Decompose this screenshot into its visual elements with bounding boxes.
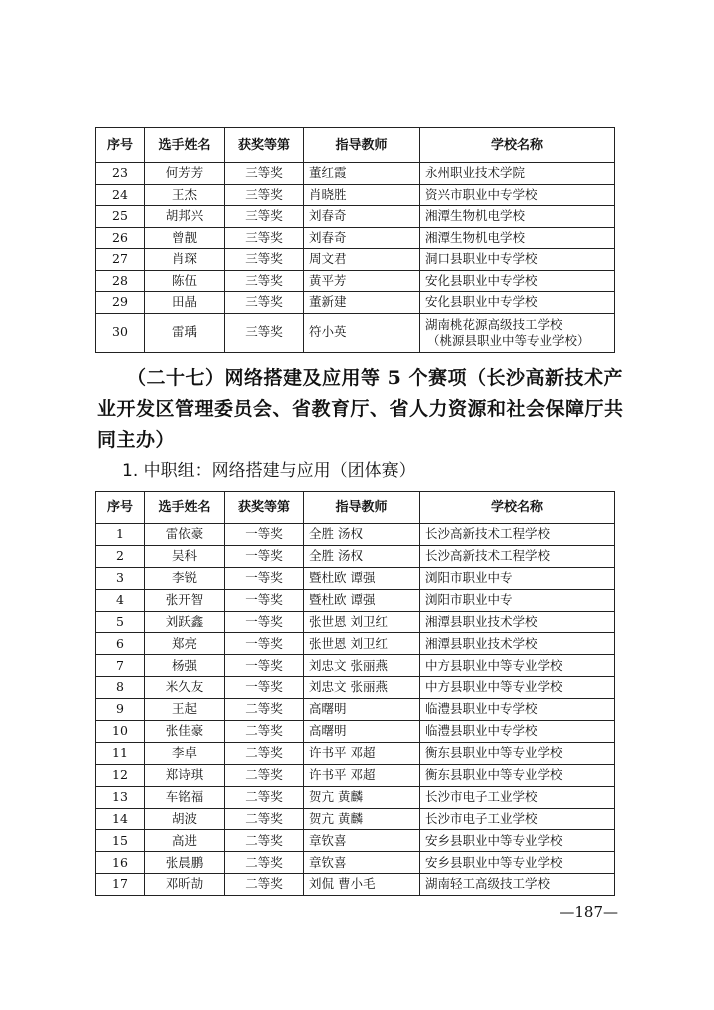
cell-award: 一等奖 [225, 655, 304, 677]
cell-award: 一等奖 [225, 611, 304, 633]
table-row [96, 764, 615, 786]
cell-name: 胡波 [145, 808, 225, 830]
cell-school: 资兴市职业中专学校 [420, 184, 615, 206]
cell-no: 23 [96, 163, 145, 185]
award-table-network [95, 491, 615, 896]
cell-no: 13 [96, 786, 145, 808]
cell-name: 胡邦兴 [145, 206, 225, 228]
cell-teacher: 全胜 汤权 [304, 524, 420, 546]
cell-school: 安化县职业中专学校 [420, 270, 615, 292]
table-row [96, 545, 615, 567]
section-heading: （二十七）网络搭建及应用等 5 个赛项（长沙高新技术产业开发区管理委员会、省教育厅、省人力资源和社会保障厅共同主办） [97, 367, 624, 451]
cell-school: 湘潭生物机电学校 [420, 227, 615, 249]
cell-name: 陈伍 [145, 270, 225, 292]
cell-no: 3 [96, 567, 145, 589]
table-row [96, 786, 615, 808]
table-row [96, 742, 615, 764]
cell-school: 安乡县职业中等专业学校 [420, 852, 615, 874]
cell-school: 湘潭县职业技术学校 [420, 611, 615, 633]
cell-award: 二等奖 [225, 808, 304, 830]
page-number: —187— [559, 903, 618, 921]
cell-school: 长沙市电子工业学校 [420, 808, 615, 830]
cell-no: 28 [96, 270, 145, 292]
cell-no: 27 [96, 249, 145, 271]
cell-teacher: 高曙明 [304, 721, 420, 743]
cell-school: 长沙高新技术工程学校 [420, 545, 615, 567]
cell-no: 25 [96, 206, 145, 228]
cell-school-line2: （桃源县职业中等专业学校） [427, 332, 590, 348]
table-row [96, 163, 615, 185]
cell-no: 6 [96, 633, 145, 655]
cell-teacher: 周文君 [304, 249, 420, 271]
cell-school: 长沙市电子工业学校 [420, 786, 615, 808]
table-row [96, 633, 615, 655]
cell-school: 湖南轻工高级技工学校 [420, 874, 615, 896]
cell-no: 4 [96, 589, 145, 611]
table-row [96, 852, 615, 874]
cell-teacher: 暨杜欧 谭强 [304, 589, 420, 611]
award-table-continued [95, 127, 615, 353]
cell-school: 洞口县职业中专学校 [420, 249, 615, 271]
col-header-award: 获奖等第 [225, 128, 304, 163]
cell-no: 12 [96, 764, 145, 786]
cell-name: 雷依豪 [145, 524, 225, 546]
cell-teacher: 贺亢 黄麟 [304, 808, 420, 830]
cell-no: 2 [96, 545, 145, 567]
cell-no: 24 [96, 184, 145, 206]
cell-name: 郑亮 [145, 633, 225, 655]
cell-award: 三等奖 [225, 270, 304, 292]
cell-school: 永州职业技术学院 [420, 163, 615, 185]
col-header-name: 选手姓名 [145, 128, 225, 163]
cell-award: 一等奖 [225, 589, 304, 611]
cell-award: 二等奖 [225, 764, 304, 786]
cell-teacher: 张世恩 刘卫红 [304, 633, 420, 655]
cell-teacher: 刘忠文 张丽燕 [304, 655, 420, 677]
table-header-row [96, 492, 615, 524]
col-header-school: 学校名称 [420, 128, 615, 163]
table-row [96, 524, 615, 546]
table-header-row [96, 128, 615, 163]
cell-award: 二等奖 [225, 830, 304, 852]
cell-no: 14 [96, 808, 145, 830]
cell-school: 中方县职业中等专业学校 [420, 655, 615, 677]
col-header-teacher: 指导教师 [304, 492, 420, 524]
table-row [96, 655, 615, 677]
cell-name: 田晶 [145, 292, 225, 314]
cell-no: 17 [96, 874, 145, 896]
cell-no: 5 [96, 611, 145, 633]
cell-no: 8 [96, 677, 145, 699]
cell-school: 衡东县职业中等专业学校 [420, 742, 615, 764]
cell-teacher: 符小英 [304, 313, 420, 352]
col-header-award: 获奖等第 [225, 492, 304, 524]
cell-name: 张开智 [145, 589, 225, 611]
cell-teacher: 黄平芳 [304, 270, 420, 292]
cell-award: 三等奖 [225, 227, 304, 249]
col-header-no: 序号 [96, 492, 145, 524]
cell-award: 二等奖 [225, 874, 304, 896]
cell-name: 米久友 [145, 677, 225, 699]
cell-teacher: 章钦喜 [304, 830, 420, 852]
cell-name: 邓昕劼 [145, 874, 225, 896]
cell-teacher: 贺亢 黄麟 [304, 786, 420, 808]
cell-name: 张晨鹏 [145, 852, 225, 874]
cell-school: 衡东县职业中等专业学校 [420, 764, 615, 786]
table-row [96, 721, 615, 743]
cell-no: 11 [96, 742, 145, 764]
subheading-category: 1. 中职组：网络搭建与应用（团体赛） [122, 461, 416, 481]
cell-no: 9 [96, 699, 145, 721]
table-row [96, 611, 615, 633]
cell-teacher: 刘忠文 张丽燕 [304, 677, 420, 699]
cell-teacher: 董新建 [304, 292, 420, 314]
cell-award: 二等奖 [225, 852, 304, 874]
cell-no: 1 [96, 524, 145, 546]
cell-award: 二等奖 [225, 742, 304, 764]
cell-teacher: 许书平 邓超 [304, 742, 420, 764]
cell-award: 二等奖 [225, 786, 304, 808]
cell-no: 26 [96, 227, 145, 249]
cell-name: 曾靓 [145, 227, 225, 249]
cell-school: 临澧县职业中专学校 [420, 721, 615, 743]
cell-teacher: 全胜 汤权 [304, 545, 420, 567]
table-row [96, 270, 615, 292]
table-row [96, 830, 615, 852]
cell-name: 王杰 [145, 184, 225, 206]
cell-award: 三等奖 [225, 184, 304, 206]
table-row [96, 292, 615, 314]
cell-teacher: 章钦喜 [304, 852, 420, 874]
cell-name: 肖琛 [145, 249, 225, 271]
cell-award: 三等奖 [225, 313, 304, 352]
cell-name: 何芳芳 [145, 163, 225, 185]
cell-no: 15 [96, 830, 145, 852]
table-row [96, 184, 615, 206]
cell-school: 安化县职业中专学校 [420, 292, 615, 314]
cell-teacher: 暨杜欧 谭强 [304, 567, 420, 589]
cell-no: 29 [96, 292, 145, 314]
cell-school: 浏阳市职业中专 [420, 567, 615, 589]
cell-name: 李锐 [145, 567, 225, 589]
cell-award: 三等奖 [225, 292, 304, 314]
cell-name: 杨强 [145, 655, 225, 677]
table-row [96, 677, 615, 699]
cell-award: 一等奖 [225, 567, 304, 589]
cell-award: 一等奖 [225, 633, 304, 655]
cell-award: 一等奖 [225, 524, 304, 546]
cell-school-line1: 湖南桃花源高级技工学校 [425, 316, 563, 332]
table-row [96, 313, 615, 352]
table-row [96, 589, 615, 611]
cell-name: 高进 [145, 830, 225, 852]
cell-award: 一等奖 [225, 677, 304, 699]
cell-teacher: 许书平 邓超 [304, 764, 420, 786]
cell-teacher: 刘侃 曹小毛 [304, 874, 420, 896]
col-header-teacher: 指导教师 [304, 128, 420, 163]
cell-school: 浏阳市职业中专 [420, 589, 615, 611]
cell-name: 刘跃鑫 [145, 611, 225, 633]
cell-award: 三等奖 [225, 163, 304, 185]
cell-award: 三等奖 [225, 206, 304, 228]
cell-award: 二等奖 [225, 721, 304, 743]
cell-award: 一等奖 [225, 545, 304, 567]
cell-name: 张佳豪 [145, 721, 225, 743]
table-row [96, 808, 615, 830]
cell-teacher: 肖晓胜 [304, 184, 420, 206]
cell-award: 三等奖 [225, 249, 304, 271]
cell-teacher: 董红霞 [304, 163, 420, 185]
table-row [96, 699, 615, 721]
cell-school: 湘潭生物机电学校 [420, 206, 615, 228]
cell-name: 王起 [145, 699, 225, 721]
cell-teacher: 刘春奇 [304, 227, 420, 249]
cell-teacher: 张世恩 刘卫红 [304, 611, 420, 633]
table-row [96, 567, 615, 589]
table-row [96, 206, 615, 228]
col-header-no: 序号 [96, 128, 145, 163]
cell-name: 李卓 [145, 742, 225, 764]
cell-school: 临澧县职业中专学校 [420, 699, 615, 721]
table-row [96, 874, 615, 896]
cell-school: 中方县职业中等专业学校 [420, 677, 615, 699]
cell-no: 30 [96, 313, 145, 352]
cell-name: 车铭福 [145, 786, 225, 808]
cell-school: 长沙高新技术工程学校 [420, 524, 615, 546]
cell-teacher: 刘春奇 [304, 206, 420, 228]
cell-name: 郑诗琪 [145, 764, 225, 786]
table-row [96, 249, 615, 271]
cell-name: 雷瑀 [145, 313, 225, 352]
cell-no: 7 [96, 655, 145, 677]
cell-teacher: 高曙明 [304, 699, 420, 721]
table-row [96, 227, 615, 249]
cell-no: 16 [96, 852, 145, 874]
cell-school: 安乡县职业中等专业学校 [420, 830, 615, 852]
cell-school: 湘潭县职业技术学校 [420, 633, 615, 655]
cell-school [420, 313, 615, 352]
cell-name: 吴科 [145, 545, 225, 567]
cell-no: 10 [96, 721, 145, 743]
cell-award: 二等奖 [225, 699, 304, 721]
col-header-school: 学校名称 [420, 492, 615, 524]
col-header-name: 选手姓名 [145, 492, 225, 524]
